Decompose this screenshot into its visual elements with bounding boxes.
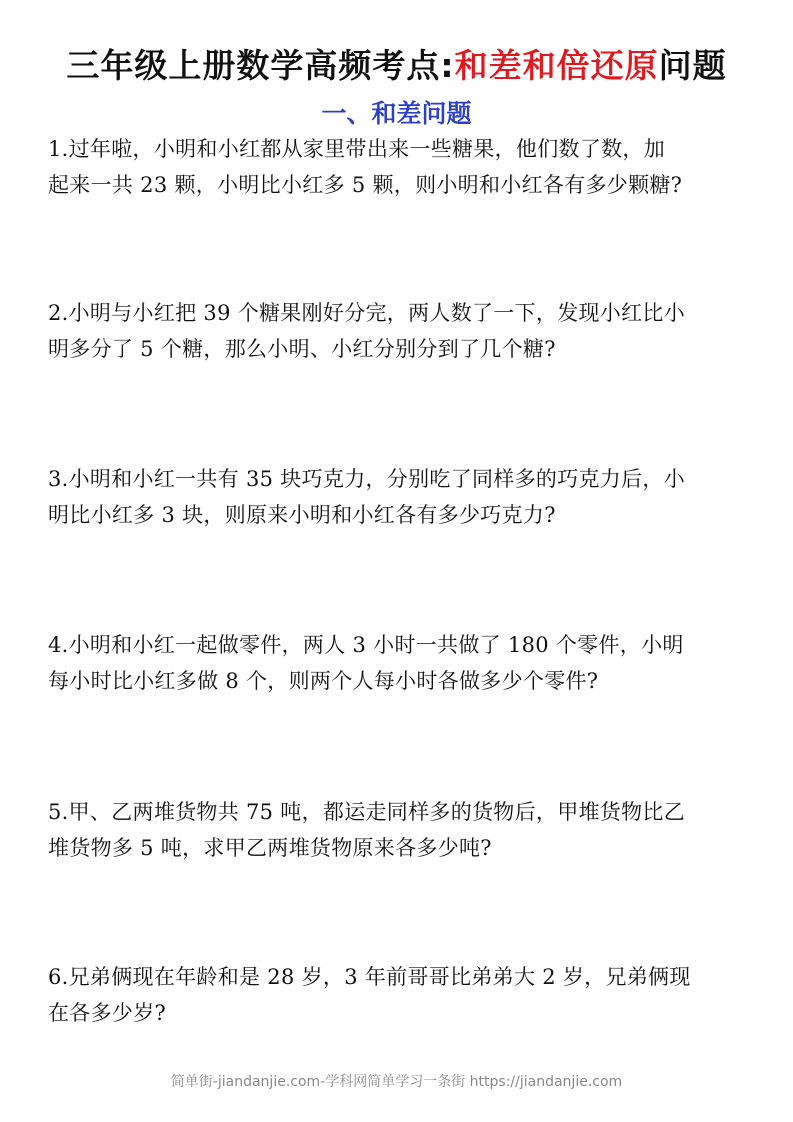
problem-line: 明比小红多 3 块，则原来小明和小红各有多少巧克力? [48, 503, 556, 527]
problem-line: 每小时比小红多做 8 个，则两个人每小时各做多少个零件? [48, 669, 599, 693]
title-part1: 三年级上册数学高频考点: [66, 46, 455, 85]
problem-line: 6.兄弟俩现在年龄和是 28 岁，3 年前哥哥比弟弟大 2 岁，兄弟俩现 [48, 965, 691, 989]
problem-line: 3.小明和小红一共有 35 块巧克力，分别吃了同样多的巧克力后，小 [48, 467, 686, 491]
problem-3 [48, 461, 748, 533]
problem-line: 4.小明和小红一起做零件，两人 3 小时一共做了 180 个零件，小明 [48, 633, 684, 657]
section-heading: 一、和差问题 [321, 99, 472, 128]
problem-6 [48, 959, 748, 1031]
problem-line: 2.小明与小红把 39 个糖果刚好分完，两人数了一下，发现小红比小 [48, 301, 686, 325]
problem-line: 明多分了 5 个糖，那么小明、小红分别分到了几个糖? [48, 337, 556, 361]
title-highlight: 和差和倍还原 [454, 46, 659, 85]
problem-line: 5.甲、乙两堆货物共 75 吨，都运走同样多的货物后，甲堆货物比乙 [48, 800, 686, 824]
problem-line: 在各多少岁? [48, 1001, 167, 1025]
title-part2: 问题 [658, 46, 727, 85]
problem-line: 起来一共 23 颗，小明比小红多 5 颗，则小明和小红各有多少颗糖? [48, 173, 683, 197]
problem-1 [48, 131, 748, 203]
problem-2 [48, 295, 748, 367]
problem-4 [48, 627, 748, 699]
problem-line: 堆货物多 5 吨，求甲乙两堆货物原来各多少吨? [48, 836, 492, 860]
page-title [0, 40, 793, 87]
problem-line: 1.过年啦，小明和小红都从家里带出来一些糖果，他们数了数，加 [48, 137, 666, 161]
footer-text: 简单街-jiandanjie.com-学科网简单学习一条街 https://jiandanjie.com [170, 1074, 623, 1090]
problem-5 [48, 794, 748, 866]
